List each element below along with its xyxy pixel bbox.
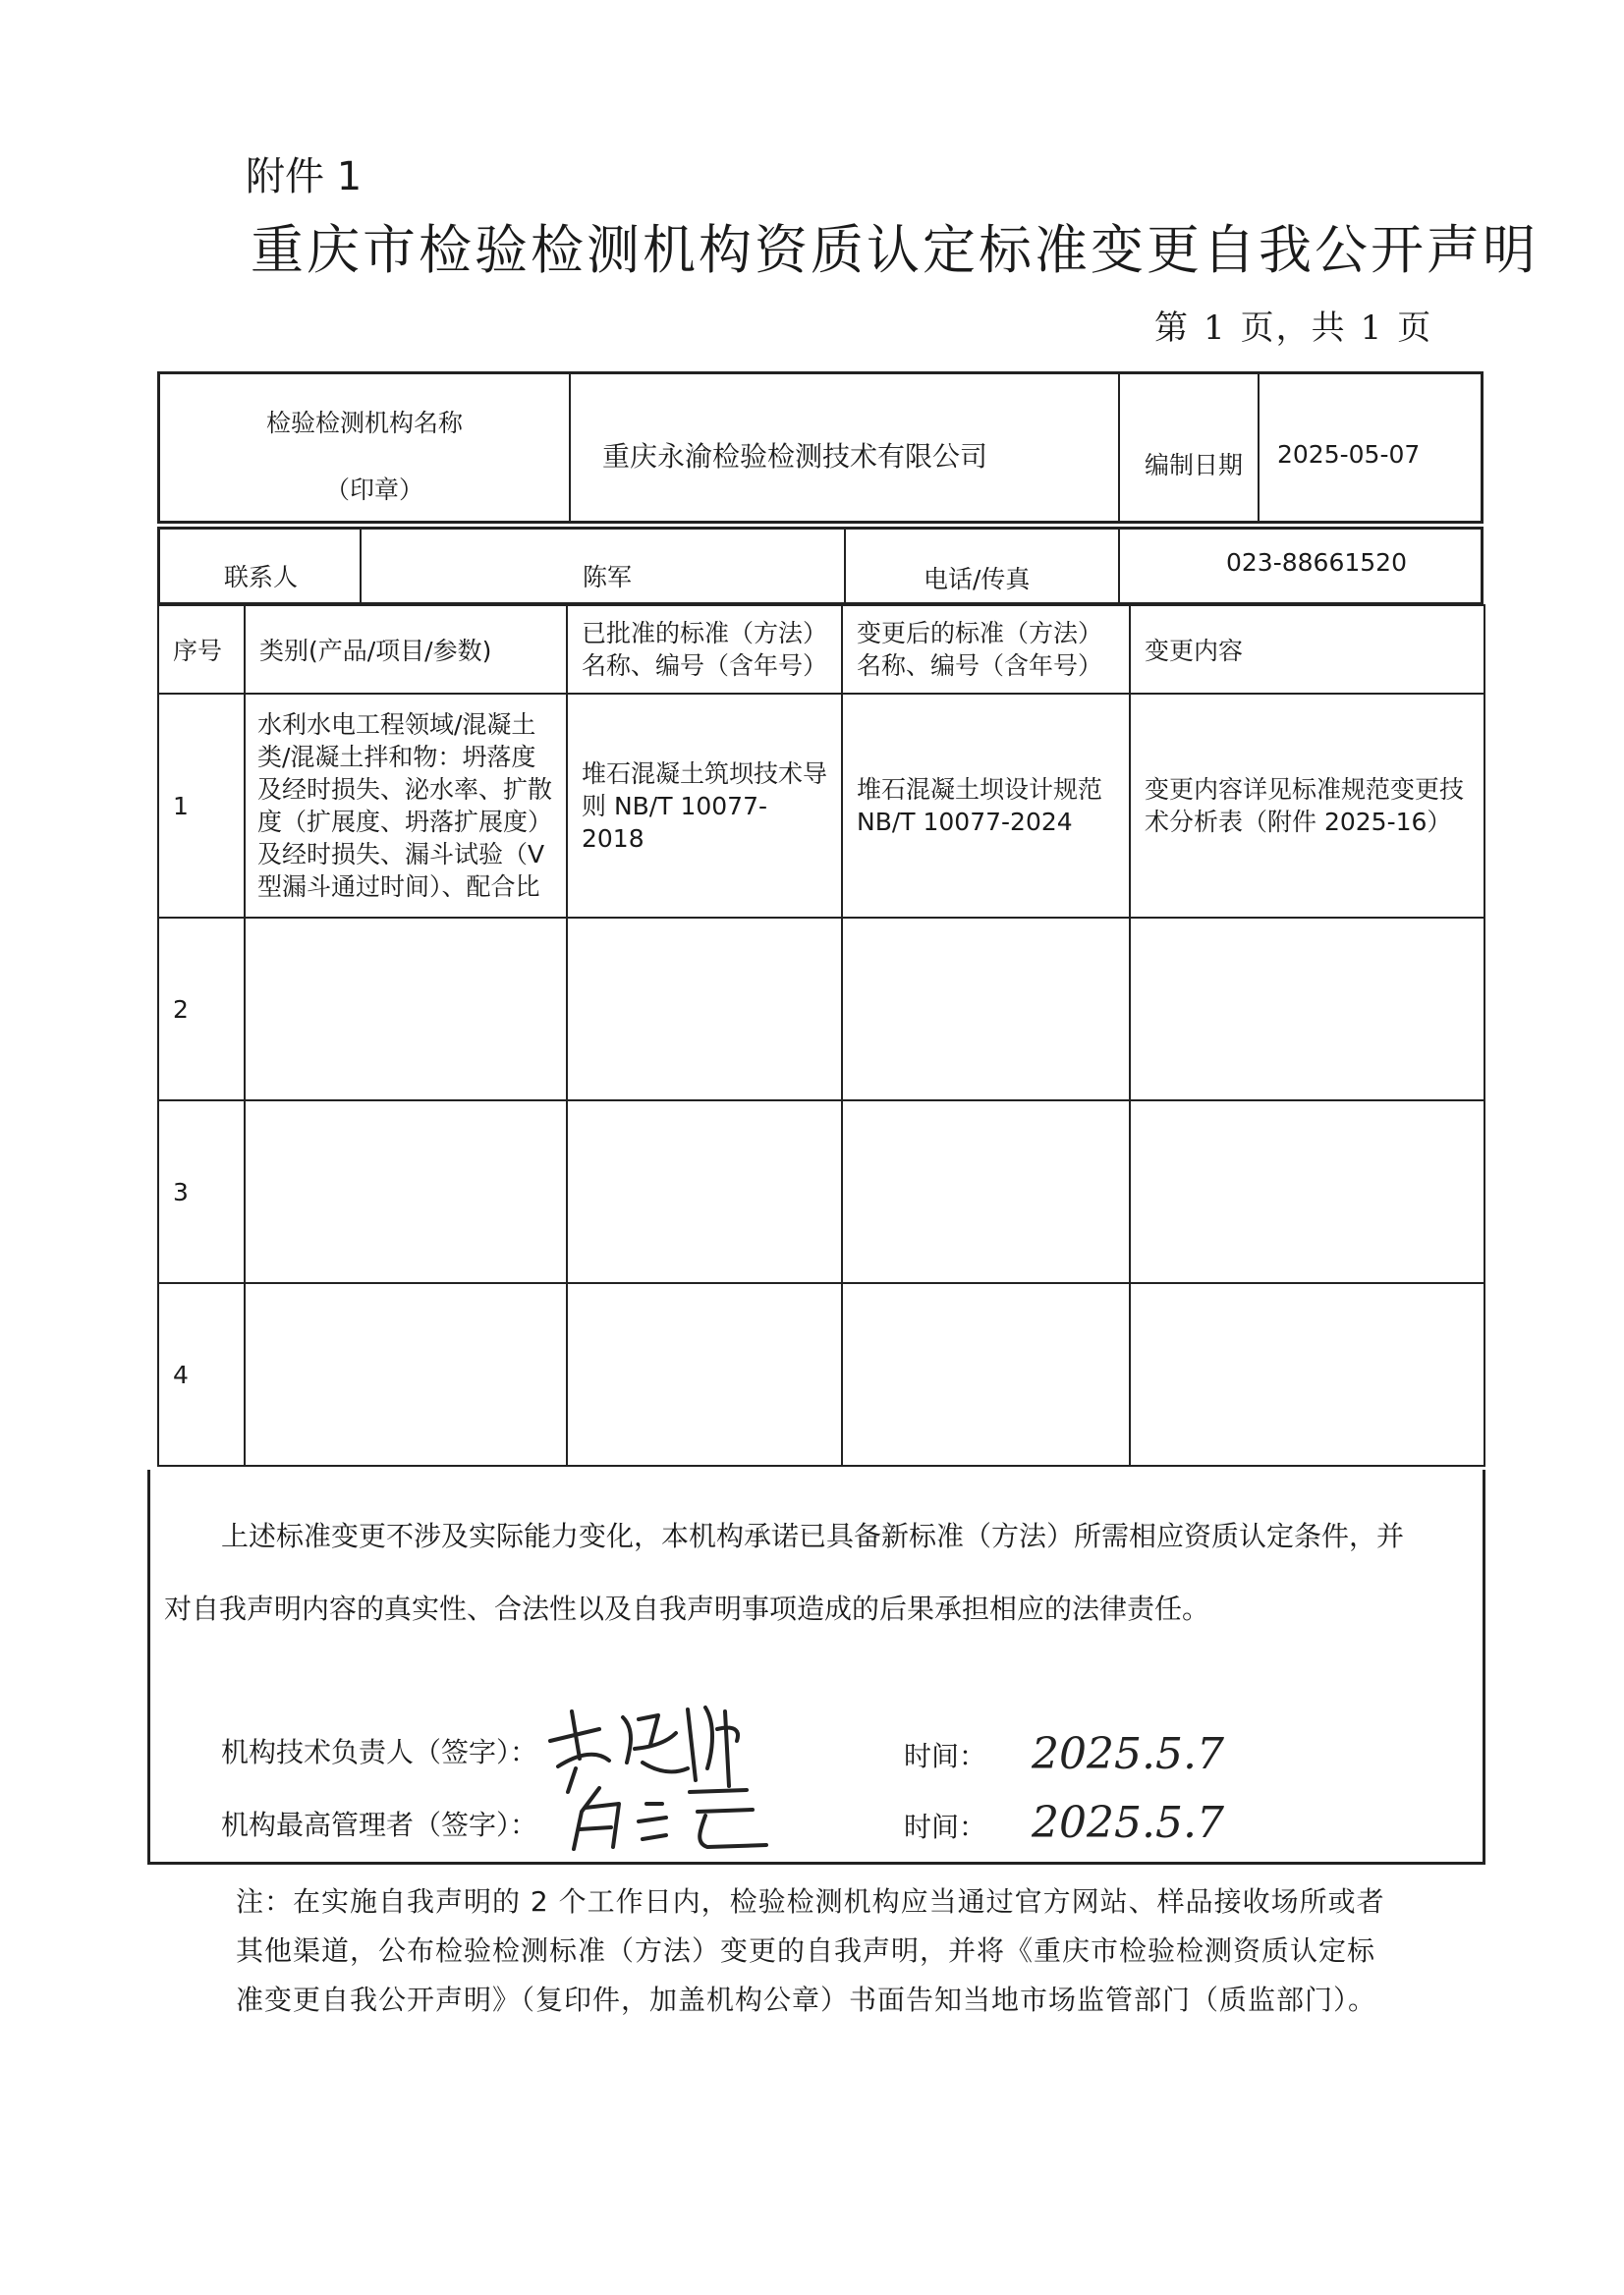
page-mid: 页，共	[1240, 308, 1347, 348]
top-manager-signature	[560, 1778, 796, 1867]
top-manager-label: 机构最高管理者（签字）：	[221, 1809, 538, 1841]
standards-table	[157, 604, 1485, 1467]
row-content: 变更内容详见标准规范变更技术分析表（附件 2025-16）	[1130, 694, 1484, 918]
document-title: 重庆市检验检测机构资质认定标准变更自我公开声明	[251, 219, 1539, 281]
header-changed: 变更后的标准（方法）名称、编号（含年号）	[842, 605, 1130, 694]
row-content	[1130, 918, 1484, 1100]
statement-line-2: 对自我声明内容的真实性、合法性以及自我声明事项造成的后果承担相应的法律责任。	[164, 1593, 1210, 1625]
row-category: 水利水电工程领域/混凝土类/混凝土拌和物：坍落度及经时损失、泌水率、扩散度（扩展度、坍落扩展度）及经时损失、漏斗试验（V型漏斗通过时间）、配合比	[245, 694, 567, 918]
contact-label: 联系人	[224, 563, 299, 591]
attachment-label: 附件 1	[246, 154, 363, 199]
row-no: 4	[158, 1283, 245, 1466]
time-label-1: 时间：	[904, 1740, 987, 1772]
row-approved	[567, 1283, 842, 1466]
contact-name: 陈军	[583, 563, 633, 591]
statement-line-1: 上述标准变更不涉及实际能力变化，本机构承诺已具备新标准（方法）所需相应资质认定条件，并	[221, 1520, 1405, 1552]
divider	[1258, 374, 1260, 521]
page-number: 1	[1204, 308, 1227, 348]
page-suffix: 页	[1397, 308, 1433, 348]
row-no: 3	[158, 1100, 245, 1283]
date-label: 编制日期	[1145, 451, 1244, 479]
seal-label: （印章）	[325, 476, 424, 504]
row-category	[245, 1283, 567, 1466]
table-row	[158, 694, 1484, 918]
header-no: 序号	[158, 605, 245, 694]
divider	[360, 530, 362, 602]
date-signature-1-text: 2025.5.7	[1032, 1729, 1224, 1779]
row-changed	[842, 1100, 1130, 1283]
row-category	[245, 918, 567, 1100]
row-approved	[567, 1100, 842, 1283]
table-row	[158, 918, 1484, 1100]
contact-box	[157, 527, 1484, 605]
date-signature-1	[1022, 1719, 1238, 1788]
time-label-2: 时间：	[904, 1811, 987, 1843]
org-name-label: 检验检测机构名称	[266, 409, 464, 437]
date-signature-2	[1022, 1788, 1238, 1857]
page-prefix: 第	[1154, 308, 1190, 348]
header-box	[157, 371, 1484, 524]
tech-lead-label: 机构技术负责人（签字）：	[221, 1736, 538, 1768]
row-changed	[842, 918, 1130, 1100]
note-line-3: 准变更自我公开声明》（复印件，加盖机构公章）书面告知当地市场监管部门（质监部门）。	[236, 1984, 1377, 2016]
page-total: 1	[1360, 308, 1384, 348]
table-header-row	[158, 605, 1484, 694]
row-approved: 堆石混凝土筑坝技术导则 NB/T 10077-2018	[567, 694, 842, 918]
phone-label: 电话/传真	[924, 565, 1031, 593]
divider	[569, 374, 571, 521]
compile-date: 2025-05-07	[1277, 440, 1421, 469]
row-no: 1	[158, 694, 245, 918]
divider	[1118, 374, 1120, 521]
header-category: 类别(产品/项目/参数)	[245, 605, 567, 694]
note-line-1: 注：在实施自我声明的 2 个工作日内，检验检测机构应当通过官方网站、样品接收场所或者	[236, 1885, 1385, 1918]
header-approved: 已批准的标准（方法）名称、编号（含年号）	[567, 605, 842, 694]
divider	[844, 530, 846, 602]
phone-number: 023-88661520	[1226, 548, 1407, 577]
row-changed	[842, 1283, 1130, 1466]
row-content	[1130, 1283, 1484, 1466]
row-approved	[567, 918, 842, 1100]
row-category	[245, 1100, 567, 1283]
org-name: 重庆永渝检验检测技术有限公司	[602, 440, 988, 473]
table-row	[158, 1100, 1484, 1283]
date-signature-2-text: 2025.5.7	[1032, 1798, 1224, 1848]
page-info	[1154, 301, 1432, 349]
header-content: 变更内容	[1130, 605, 1484, 694]
row-no: 2	[158, 918, 245, 1100]
table-row	[158, 1283, 1484, 1466]
note-line-2: 其他渠道，公布检验检测标准（方法）变更的自我声明，并将《重庆市检验检测资质认定标	[236, 1934, 1376, 1967]
row-changed: 堆石混凝土坝设计规范 NB/T 10077-2024	[842, 694, 1130, 918]
row-content	[1130, 1100, 1484, 1283]
divider	[1118, 530, 1120, 602]
